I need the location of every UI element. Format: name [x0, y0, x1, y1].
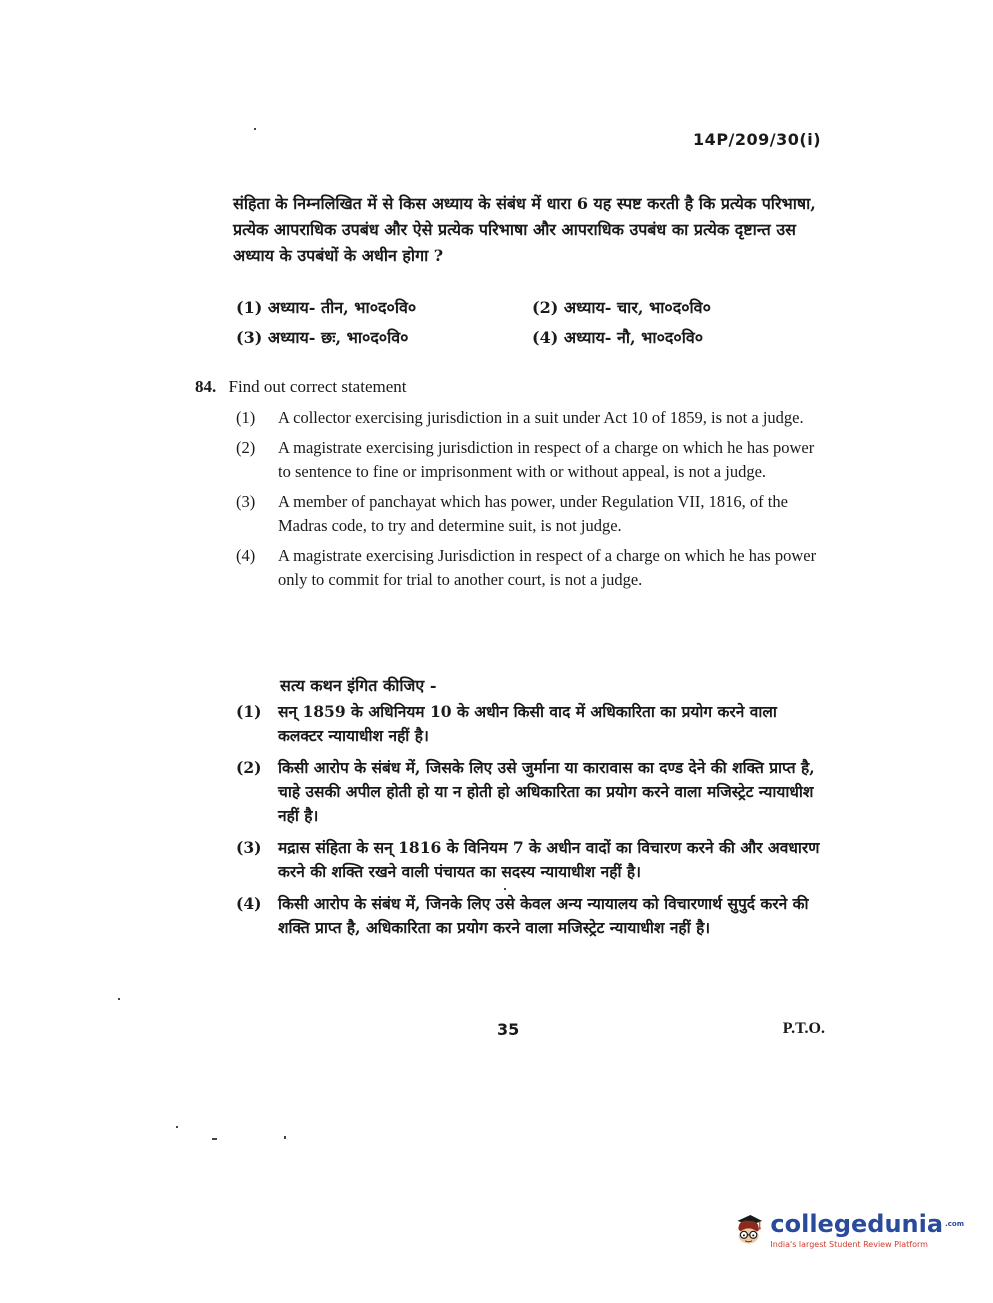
english-options: [236, 406, 824, 598]
hindi-options: [236, 700, 824, 948]
option-number: (1): [236, 702, 262, 721]
prev-option-1: [236, 296, 532, 320]
option-number: (1): [236, 298, 263, 317]
logo-text: [770, 1210, 964, 1249]
option-number: (4): [532, 328, 559, 347]
option-en-3: [236, 490, 824, 538]
option-en-1: [236, 406, 824, 430]
paper-code: 14P/209/30(i): [693, 130, 821, 149]
prev-option-2: [532, 296, 796, 320]
collegedunia-logo: [734, 1196, 964, 1262]
scan-speck: [212, 1138, 217, 1140]
scan-speck: [118, 998, 120, 1000]
option-hi-1: [236, 700, 824, 748]
option-number: (2): [532, 298, 559, 317]
question-number: 84.: [195, 377, 217, 396]
pto-label: P.T.O.: [782, 1020, 825, 1037]
question-heading: [195, 377, 406, 397]
logo-tagline: India's largest Student Review Platform: [770, 1239, 928, 1249]
option-text: A magistrate exercising jurisdiction in respect of a charge on which he has power to sentence to fine or imprisonment with or without appeal, is not a judge.: [278, 438, 815, 481]
option-text: अध्याय- चार, भा०द०वि०: [563, 298, 711, 317]
option-hi-4: [236, 892, 824, 940]
option-number: (4): [236, 894, 262, 913]
option-text: मद्रास संहिता के सन् 1816 के विनियम 7 के अधीन वादों का विचारण करने की और अवधारण करने की शक्ति रखने वाली पंचायत का सदस्य न्यायाधीश नहीं है।: [278, 838, 820, 881]
option-text: अध्याय- छः, भा०द०वि०: [267, 328, 409, 347]
scan-speck: [504, 888, 506, 890]
hindi-question-lead: सत्य कथन इंगित कीजिए -: [280, 676, 437, 695]
option-number: (1): [236, 408, 256, 427]
logo-brand: [770, 1210, 964, 1238]
option-number: (2): [236, 438, 256, 457]
option-text: किसी आरोप के संबंध में, जिसके लिए उसे जुर्माना या कारावास का दण्ड देने की शक्ति प्राप्त है, चाहे उसकी अपील होती हो या न होती हो अधिकारिता का प्रयोग करने वाला मजिस्ट्रेट न्यायाधीश नहीं है।: [278, 758, 815, 825]
option-text: A collector exercising jurisdiction in a suit under Act 10 of 1859, is not a judge.: [278, 408, 804, 427]
option-hi-3: [236, 836, 824, 884]
option-number: (4): [236, 546, 256, 565]
logo-brand-suffix: .com: [945, 1219, 964, 1228]
option-text: सन् 1859 के अधिनियम 10 के अधीन किसी वाद में अधिकारिता का प्रयोग करने वाला कलक्टर न्यायाधीश नहीं है।: [278, 702, 777, 745]
option-en-2: [236, 436, 824, 484]
prev-option-3: [236, 326, 532, 350]
option-text: A magistrate exercising Jurisdiction in respect of a charge on which he has power only to commit for trial to another court, is not a judge.: [278, 546, 817, 589]
option-text: किसी आरोप के संबंध में, जिनके लिए उसे केवल अन्य न्यायालय को विचारणार्थ सुपुर्द करने की शक्ति प्राप्त है, अधिकारिता का प्रयोग करने वाला मजिस्ट्रेट न्यायाधीश नहीं है।: [278, 894, 809, 937]
option-number: (3): [236, 328, 263, 347]
option-text: अध्याय- तीन, भा०द०वि०: [267, 298, 417, 317]
option-en-4: [236, 544, 824, 592]
prev-option-4: [532, 326, 796, 350]
option-hi-2: [236, 756, 824, 828]
page-number: 35: [497, 1020, 520, 1039]
option-number: (2): [236, 758, 262, 777]
logo-brand-name: collegedunia: [770, 1209, 944, 1238]
previous-question-text: संहिता के निम्नलिखित में से किस अध्याय के संबंध में धारा 6 यह स्पष्ट करती है कि प्रत्येक परिभाषा, प्रत्येक आपराधिक उपबंध और ऐसे प्रत्येक परिभाषा और आपराधिक उपबंध का प्रत्येक दृष्टान्त उस अध्याय के उपबंधों के अधीन होगा ?: [233, 194, 816, 265]
mascot-icon: [734, 1201, 764, 1257]
question-text: Find out correct statement: [228, 377, 407, 396]
scan-speck: [254, 128, 256, 130]
option-number: (3): [236, 492, 256, 511]
previous-question-options: [236, 296, 796, 350]
option-number: (3): [236, 838, 262, 857]
scan-speck: [176, 1126, 178, 1128]
option-text: अध्याय- नौ, भा०द०वि०: [563, 328, 704, 347]
scan-speck: [284, 1136, 286, 1139]
option-text: A member of panchayat which has power, under Regulation VII, 1816, of the Madras code, to try and determine suit, is not judge.: [278, 492, 788, 535]
